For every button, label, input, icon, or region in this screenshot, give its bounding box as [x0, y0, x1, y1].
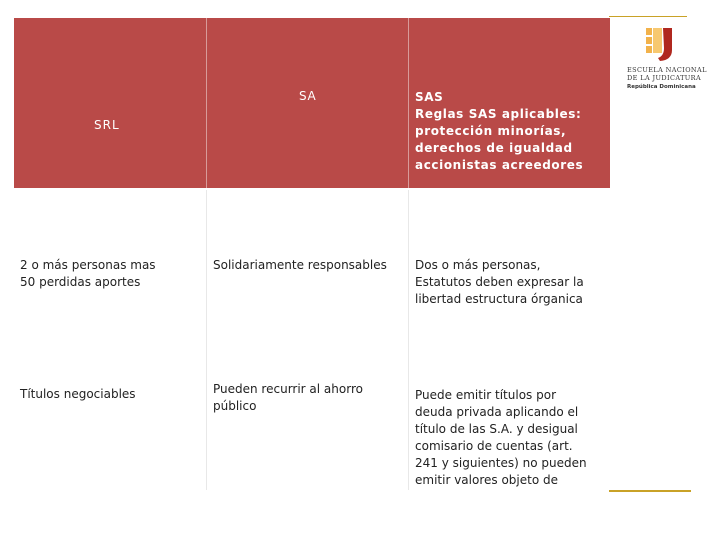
column-divider — [206, 18, 207, 188]
column-divider — [206, 190, 207, 490]
row1-sa-cell: Solidariamente responsables — [213, 258, 387, 272]
row1-srl-cell: 2 o más personas mas 50 perdidas aportes — [20, 258, 156, 289]
logo-text-line1: ESCUELA NACIONAL — [627, 66, 707, 74]
escuela-judicatura-logo — [627, 28, 707, 96]
header-srl: SRL — [94, 118, 120, 132]
bottom-accent-rule — [609, 490, 691, 492]
row2-srl-cell: Títulos negociables — [20, 387, 136, 401]
header-sas: SAS Reglas SAS aplicables: protección minorías, derechos de igualdad accionistas acreedores — [415, 90, 584, 172]
column-divider — [408, 18, 409, 188]
row1-sas-cell: Dos o más personas, Estatutos deben expresar la libertad estructura órganica — [415, 258, 584, 306]
logo-text-line2: DE LA JUDICATURA — [627, 74, 702, 82]
header-sa: SA — [299, 89, 317, 103]
logo-text-line3: República Dominicana — [627, 84, 696, 90]
row2-sas-cell: Puede emitir títulos por deuda privada aplicando el título de las S.A. y desigual comisario de cuentas (art. 241 y siguientes) no pueden emitir valores objeto de — [415, 388, 587, 487]
top-accent-rule — [609, 16, 687, 17]
logo-mark-icon — [646, 28, 674, 62]
row2-sa-cell: Pueden recurrir al ahorro público — [213, 382, 363, 413]
column-divider — [408, 190, 409, 490]
